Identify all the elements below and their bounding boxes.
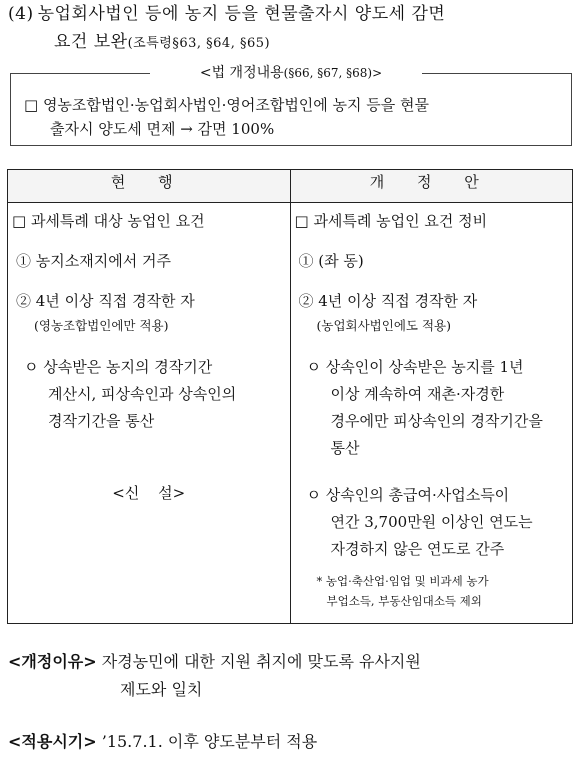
notice-title-row — [10, 62, 572, 84]
current-item-2-note: (영농조합법인에만 적용) — [34, 318, 169, 333]
heading-number: (4) — [8, 4, 34, 24]
current-item-3-line-2: 계산시, 피상속인과 상속인의 — [48, 385, 237, 403]
table-header-row — [8, 170, 573, 203]
current-new-provision: <신 설> — [112, 484, 186, 502]
current-item-3-line-1: ㅇ 상속받은 농지의 경작기간 — [24, 358, 213, 376]
reason-label: <개정이유> — [8, 652, 97, 671]
proposed-item-3-line-3: 경우에만 피상속인의 경작기간을 — [330, 412, 543, 430]
title-rule-right — [422, 73, 572, 74]
current-item-2: ② 4년 이상 직접 경작한 자 — [16, 292, 195, 310]
apply-text: ’15.7.1. 이후 양도분부터 적용 — [101, 732, 318, 751]
proposed-footnote-line-2: 부업소득, 부동산임대소득 제외 — [326, 594, 482, 608]
reason-line-1 — [8, 648, 574, 676]
heading-text-2: 요건 보완 — [54, 32, 128, 52]
application-date — [8, 728, 574, 756]
proposed-item-4-line-3: 자경하지 않은 연도로 간주 — [330, 540, 505, 558]
current-title: □ 과세특례 대상 농업인 요건 — [12, 212, 205, 230]
proposed-item-2-note: (농업회사법인에도 적용) — [316, 318, 451, 333]
heading-reference: (조특령§63, §64, §65) — [127, 36, 271, 51]
proposed-item-1: ① (좌 동) — [298, 252, 364, 270]
notice-line-1: □ 영농조합법인·농업회사법인·영어조합법인에 농지 등을 현물 — [24, 96, 430, 114]
notice-line-2: 출자시 양도세 면제 → 감면 100% — [50, 120, 275, 138]
proposed-item-3-line-2: 이상 계속하여 재촌·자경한 — [330, 385, 505, 403]
proposed-item-4-line-1: ㅇ 상속인의 총급여·사업소득이 — [306, 486, 510, 504]
current-item-1: ① 농지소재지에서 거주 — [16, 252, 171, 270]
proposed-item-2: ② 4년 이상 직접 경작한 자 — [298, 292, 478, 310]
proposed-item-3-line-4: 통산 — [330, 439, 360, 457]
reason-text-1: 자경농민에 대한 지원 취지에 맞도록 유사지원 — [101, 652, 421, 671]
notice-body — [24, 93, 564, 141]
law-amendment-box — [10, 62, 572, 158]
heading-line-2 — [8, 28, 574, 58]
proposed-item-3-line-1: ㅇ 상속인이 상속받은 농지를 1년 — [306, 358, 524, 376]
proposed-title: □ 과세특례 농업인 요건 정비 — [294, 212, 488, 230]
header-current: 현 행 — [8, 170, 291, 203]
section-heading — [8, 0, 574, 58]
title-rule-left — [10, 73, 150, 74]
notice-title — [160, 62, 422, 84]
apply-label: <적용시기> — [8, 732, 97, 751]
table-body-row — [8, 203, 573, 624]
proposed-item-4-line-2: 연간 3,700만원 이상인 연도는 — [330, 513, 533, 531]
current-column — [8, 203, 291, 624]
notice-title-ref: (§66, §67, §68)> — [283, 66, 383, 80]
notice-title-text: <법 개정내용 — [199, 65, 284, 81]
reason-line-2: 제도와 일치 — [120, 680, 203, 699]
proposed-footnote-line-1: * 농업·축산업·임업 및 비과세 농가 — [316, 574, 489, 588]
comparison-table — [7, 169, 573, 624]
proposed-column — [290, 203, 573, 624]
amendment-reason — [8, 648, 574, 704]
heading-line-1 — [8, 0, 574, 28]
heading-text: 농업회사법인 등에 농지 등을 현물출자시 양도세 감면 — [37, 4, 446, 24]
header-proposed: 개 정 안 — [290, 170, 573, 203]
current-item-3-line-3: 경작기간을 통산 — [48, 412, 155, 430]
